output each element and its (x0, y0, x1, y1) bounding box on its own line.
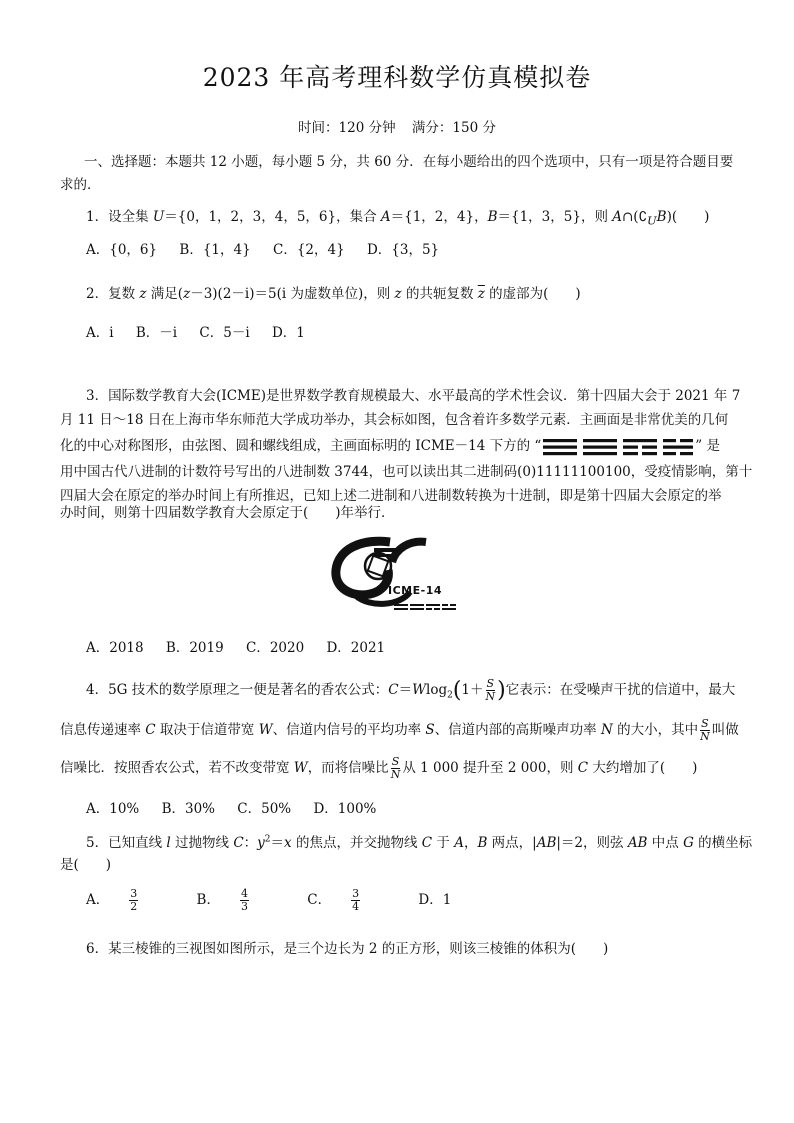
q4-fraction (391, 756, 401, 781)
q4-option-c[interactable]: C．50% (237, 801, 292, 817)
q4-text: ＝ (398, 682, 413, 698)
q4-line1 (86, 678, 735, 703)
q3-line2: 月 11 日～18 日在上海市华东师范大学成功举办，其会标如图，包含着许多数学元素．主画面是非常优美的几何 (60, 412, 729, 428)
q4-text: 叫做 (711, 722, 739, 738)
q5-text: 中点 (647, 835, 684, 851)
q5-var: AB (627, 835, 648, 851)
q4-text: 信息传递速率 (60, 722, 146, 738)
q5-text: 5．已知直线 (86, 835, 167, 851)
q5-line2: 是( ) (60, 857, 112, 873)
q4-text: ，而将信噪比 (307, 760, 389, 776)
q2-option-c[interactable]: C．5－i (199, 325, 250, 341)
q4-fraction (486, 678, 496, 703)
q5-options (86, 888, 469, 913)
q3-option-a[interactable]: A．2018 (86, 640, 144, 656)
q5-var: C (233, 835, 244, 851)
frac-numerator: S (486, 677, 495, 690)
q3-text: ” 是 (695, 438, 720, 454)
q1-text: ∩(∁ (622, 209, 648, 225)
q5-option-a[interactable] (86, 887, 174, 913)
q3-line1: 3．国际数学教育大会(ICME)是世界数学教育规模最大、水平最高的学术性会议．第十四届大会于 2021 年 7 (86, 388, 741, 404)
q2-text: 满足( (146, 286, 184, 302)
q5-var: C (421, 835, 433, 851)
q5-text: ＝ (270, 835, 285, 851)
q4-text: 、信道内部的高斯噪声功率 (434, 722, 601, 738)
q3-options (86, 636, 403, 656)
q1-var: B (487, 209, 498, 225)
frac-denominator: N (390, 768, 401, 781)
q5-line1 (86, 831, 752, 851)
icme-14-logo (330, 536, 464, 612)
q1-var: A (612, 209, 622, 225)
icme-logo-icon (330, 536, 464, 612)
q5-option-c[interactable] (307, 887, 396, 913)
q5-text: 过抛物线 (170, 835, 234, 851)
q5-var: B (477, 835, 488, 851)
q2-option-b[interactable]: B．－i (135, 325, 178, 341)
q4-options (86, 797, 394, 817)
score-label: 满分：150 分 (411, 120, 496, 136)
q4-text: 取决于信道带宽 (155, 722, 259, 738)
q4-line2 (60, 718, 739, 743)
q4-option-a[interactable]: A．10% (86, 801, 140, 817)
q1-option-b[interactable]: B．{1，4} (179, 242, 251, 258)
q5-var: G (683, 835, 694, 851)
frac-numerator: 3 (352, 887, 360, 900)
q4-text: 、信道内信号的平均功率 (272, 722, 426, 738)
section1-intro-line1: 一、选择题：本题共 12 小题，每小题 5 分，共 60 分．在每小题给出的四个选项中，只有一项是符合题目要 (84, 154, 734, 170)
q2-var: z (183, 286, 191, 302)
frac-numerator: S (701, 717, 709, 730)
q1-option-c[interactable]: C．{2，4} (272, 242, 345, 258)
q5-var: l (166, 835, 171, 851)
frac-denominator: 2 (130, 900, 138, 913)
q2-text: 2．复数 (86, 286, 140, 302)
section1-intro-line2: 求的． (60, 177, 101, 193)
q3-line5: 四届大会在原定的举办时间上有所推迟，已知上述二进制和八进制数转换为十进制，即是第十四届大会原定的举 (60, 488, 722, 504)
q4-option-d[interactable]: D．100% (313, 801, 377, 817)
q5-exponent: 2 (264, 834, 271, 845)
left-paren: ( (452, 678, 462, 703)
q4-var: W (412, 682, 426, 698)
frac-numerator: 3 (130, 887, 138, 900)
frac-denominator: N (485, 690, 496, 703)
q1-var: U (647, 214, 657, 228)
q3-line3 (60, 434, 720, 456)
q5-text: 的横坐标 (693, 835, 753, 851)
q4-text: 4．5G 技术的数学原理之一便是著名的香农公式： (86, 682, 389, 698)
q1-option-a[interactable]: A．{0，6} (86, 242, 158, 258)
q2-option-d[interactable]: D．1 (271, 325, 305, 341)
exam-title: 2023 年高考理科数学仿真模拟卷 (202, 63, 592, 92)
q4-fraction (700, 718, 710, 743)
q2-text: －3)(2－i)＝5(i 为虚数单位)，则 (190, 286, 395, 302)
q1-text: ＝{1，2，4}， (390, 209, 488, 225)
question-2 (86, 282, 581, 302)
q1-var: U (152, 209, 165, 225)
q4-var: W (258, 722, 273, 738)
frac-denominator: 3 (240, 900, 248, 913)
q4-var: W (293, 760, 308, 776)
q5-text: |＝2，则弦 (556, 835, 628, 851)
q4-var: C (577, 760, 589, 776)
q3-text: 化的中心对称图形，由弦图、圆和螺线组成，主画面标明的 ICME－14 下方的 “ (60, 438, 542, 454)
q5-var: AB (536, 835, 557, 851)
exam-subtitle (0, 116, 794, 136)
q5-text: 于 (432, 835, 455, 851)
q4-var: C (388, 682, 399, 698)
q3-option-c[interactable]: C．2020 (245, 640, 305, 656)
option-fraction (240, 888, 267, 913)
q1-text: ＝{0，1，2，3，4，5，6}，集合 (164, 209, 381, 225)
q3-line6: 办时间，则第十四届数学教育大会原定于( )年举行． (60, 505, 395, 521)
question-1 (86, 205, 709, 228)
q1-text: )( ) (666, 209, 710, 225)
q1-var: B (656, 209, 667, 225)
right-paren: ) (497, 678, 506, 703)
q2-var: z (139, 286, 147, 302)
q2-options (86, 321, 323, 341)
q2-var-conjugate: $\overline{z}$ (477, 286, 485, 302)
q1-text: 1．设全集 (86, 209, 153, 225)
q5-option-b[interactable] (196, 887, 285, 913)
q5-var: y (257, 835, 265, 851)
q1-var: A (380, 209, 391, 225)
time-label: 时间：120 分钟 (298, 120, 396, 136)
q4-text: 从 1 000 提升至 2 000，则 (402, 760, 578, 776)
q4-option-b[interactable]: B．30% (161, 801, 215, 817)
q2-var: z (394, 286, 402, 302)
option-label: C． (307, 892, 332, 908)
q1-text: ＝{1，3，5}，则 (497, 209, 613, 225)
q5-text: 的焦点，并交抛物线 (291, 835, 422, 851)
q5-option-d[interactable]: D．1 (418, 892, 452, 908)
frac-numerator: S (391, 755, 400, 768)
frac-denominator: 4 (352, 900, 360, 913)
q4-var: S (425, 722, 435, 738)
q4-text: 大约增加了( ) (588, 760, 698, 776)
q2-text: 的共轭复数 (401, 286, 478, 302)
q4-log-base: 2 (447, 690, 453, 701)
logo-text: ICME-14 (388, 584, 442, 597)
q4-var: N (600, 722, 613, 738)
q3-option-d[interactable]: D．2021 (326, 640, 386, 656)
option-label: B． (196, 892, 220, 908)
q4-text: 它表示：在受噪声干扰的信道中，最大 (505, 682, 736, 698)
option-label: A． (86, 892, 110, 908)
q4-text: 信噪比．按照香农公式，若不改变带宽 (60, 760, 294, 776)
q4-text: log (426, 682, 448, 698)
option-fraction (351, 888, 378, 913)
q4-text: 1＋ (461, 682, 484, 698)
frac-denominator: N (700, 730, 710, 743)
q1-options (86, 238, 457, 258)
q5-text: ， (463, 835, 478, 851)
q4-line3 (60, 756, 697, 781)
q5-text: ： (243, 835, 258, 851)
q2-text: 的虚部为( ) (484, 286, 581, 302)
q5-var: x (284, 835, 292, 851)
q4-text: 的大小，其中 (612, 722, 699, 738)
frac-numerator: 4 (240, 887, 248, 900)
q1-option-d[interactable]: D．{3，5} (366, 242, 440, 258)
option-fraction (129, 888, 156, 913)
q4-var: C (145, 722, 156, 738)
bagua-symbol-icon (543, 438, 693, 456)
question-6: 6．某三棱锥的三视图如图所示，是三个边长为 2 的正方形，则该三棱锥的体积为( ) (86, 941, 609, 957)
q3-option-b[interactable]: B．2019 (165, 640, 224, 656)
q5-var: A (454, 835, 464, 851)
q3-line4: 用中国古代八进制的计数符号写出的八进制数 3744，也可以读出其二进制码(0)11111100100，受疫情影响，第十 (60, 464, 753, 480)
q5-text: 两点，| (487, 835, 537, 851)
q2-option-a[interactable]: A．i (86, 325, 114, 341)
